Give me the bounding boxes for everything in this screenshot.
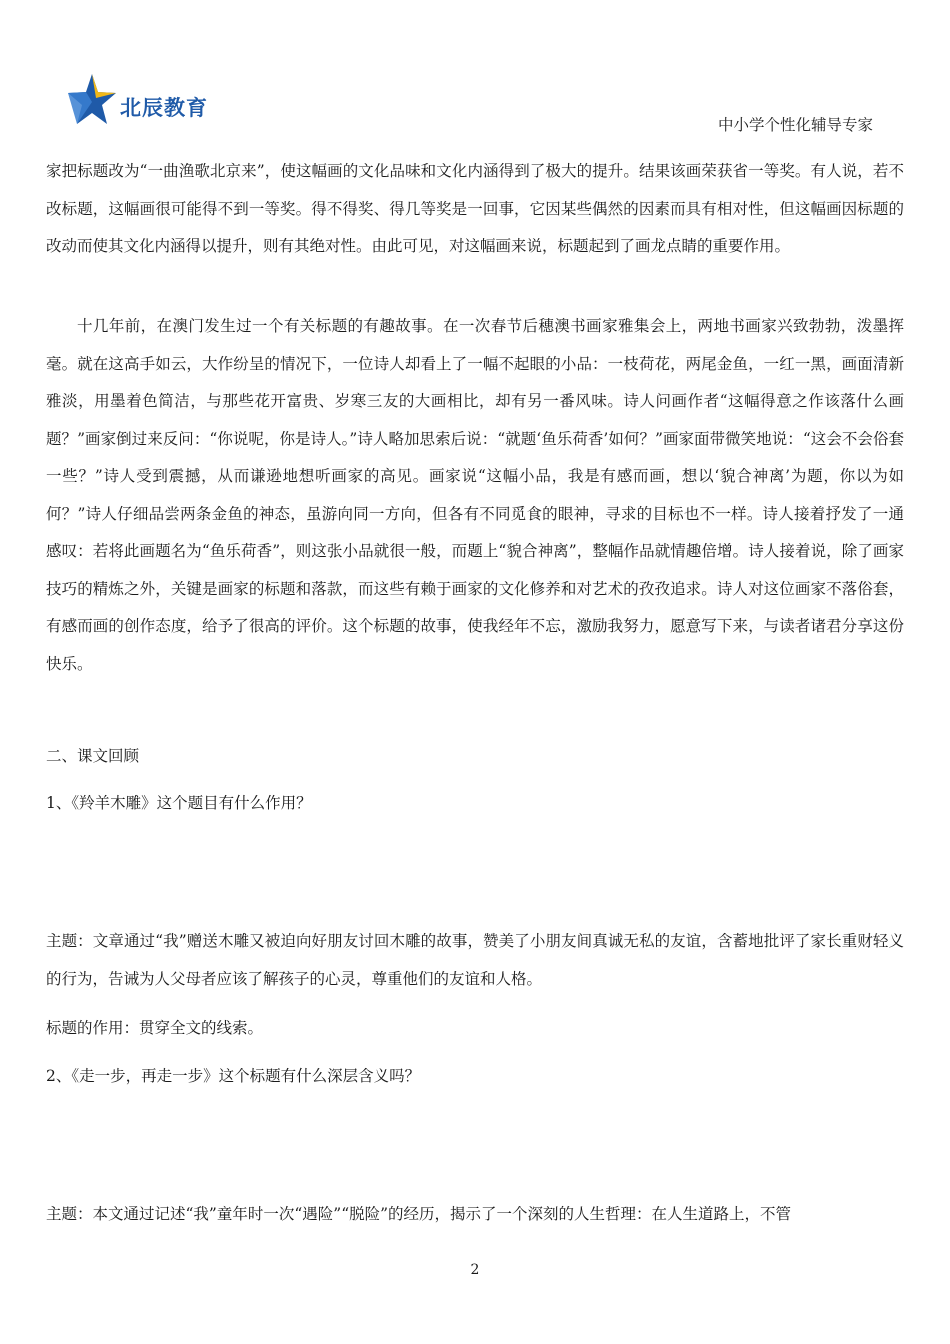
question-1: 1、《羚羊木雕》这个题目有什么作用？ <box>46 794 312 812</box>
answer-1-title-role: 标题的作用：贯穿全文的线索。 <box>46 1019 264 1037</box>
paragraph-1: 家把标题改为“一曲渔歌北京来”，使这幅画的文化品味和文化内涵得到了极大的提升。结果该画荣获省一等奖。有人说，若不改标题，这幅画很可能得不到一等奖。得不得奖、得几等奖是一回事，它因某些偶然的因素而具有相对性，但这幅画因标题的改动而使其文化内涵得以提升，则有其绝对性。由此可见，对这幅画来说，标题起到了画龙点睛的重要作用。 <box>46 162 904 255</box>
star-logo-icon <box>66 72 118 126</box>
answer-2-theme: 主题：本文通过记述“我”童年时一次“遇险”“脱险”的经历，揭示了一个深刻的人生哲理：在人生道路上，不管 <box>46 1205 792 1223</box>
section-heading: 二、课文回顾 <box>46 747 140 765</box>
header-tagline: 中小学个性化辅导专家 <box>718 116 874 134</box>
question-2: 2、《走一步，再走一步》这个标题有什么深层含义吗？ <box>46 1067 421 1085</box>
page-number: 2 <box>470 1262 480 1278</box>
answer-1-theme: 主题：文章通过“我”赠送木雕又被迫向好朋友讨回木雕的故事，赞美了小朋友间真诚无私的友谊，含蓄地批评了家长重财轻义的行为，告诫为人父母者应该了解孩子的心灵，尊重他们的友谊和人格。 <box>46 932 904 988</box>
paragraph-2: 十几年前，在澳门发生过一个有关标题的有趣故事。在一次春节后穗澳书画家雅集会上，两地书画家兴致勃勃，泼墨挥毫。就在这高手如云，大作纷呈的情况下，一位诗人却看上了一幅不起眼的小品：一枝荷花，两尾金鱼，一红一黑，画面清新雅淡，用墨着色简洁，与那些花开富贵、岁寒三友的大画相比，却有另一番风味。诗人问画作者“这幅得意之作该落什么画题？”画家倒过来反问：“你说呢，你是诗人。”诗人略加思索后说：“就题‘鱼乐荷香’如何？”画家面带微笑地说：“这会不会俗套一些？”诗人受到震撼，从而谦逊地想听画家的高见。画家说“这幅小品，我是有感而画，想以‘貌合神离’为题，你以为如何？”诗人仔细品尝两条金鱼的神态，虽游向同一方向，但各有不同觅食的眼神，寻求的目标也不一样。诗人接着抒发了一通感叹：若将此画题名为“鱼乐荷香”，则这张小品就很一般，而题上“貌合神离”，整幅作品就情趣倍增。诗人接着说，除了画家技巧的精炼之外，关键是画家的标题和落款，而这些有赖于画家的文化修养和对艺术的孜孜追求。诗人对这位画家不落俗套，有感而画的创作态度，给予了很高的评价。这个标题的故事，使我经年不忘，激励我努力，愿意写下来，与读者诸君分享这份快乐。 <box>46 317 904 673</box>
logo-text: 北辰教育 <box>120 96 208 120</box>
